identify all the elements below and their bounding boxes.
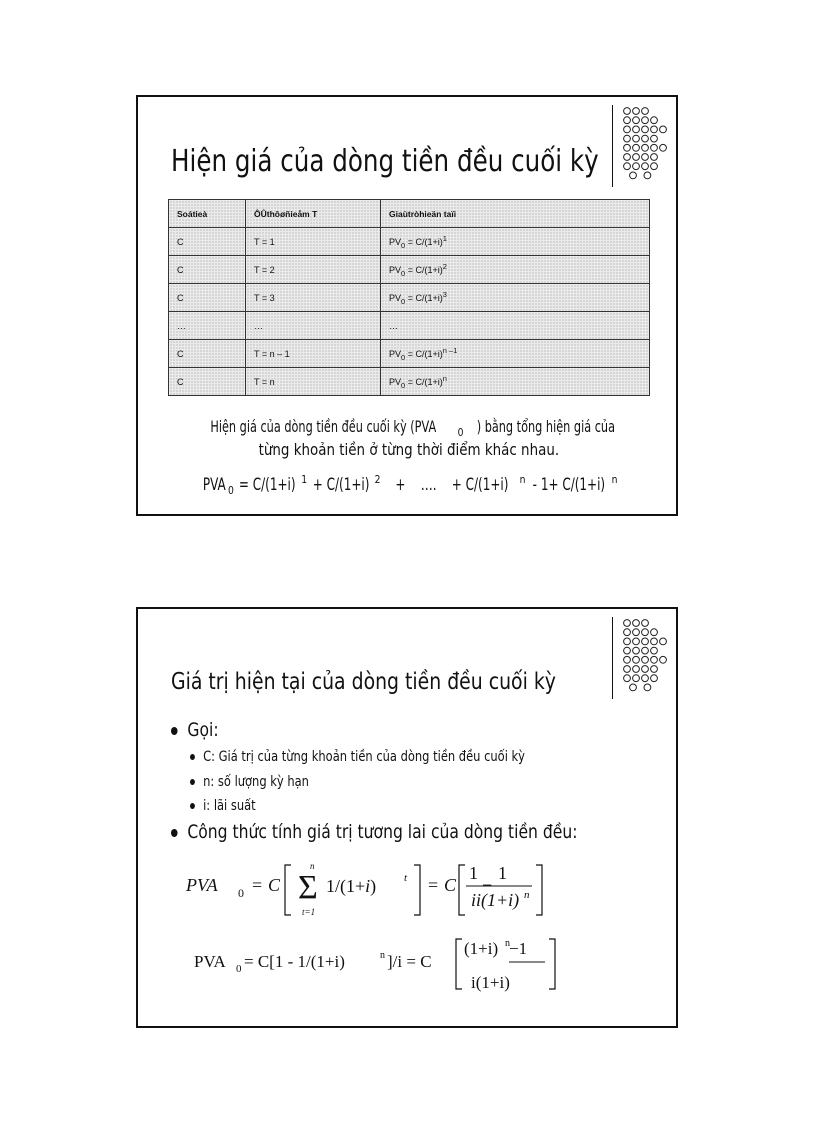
slide-1 [136, 95, 678, 516]
table-header-row [169, 200, 650, 228]
svg-text:= C[1 - 1/(1+i): = C[1 - 1/(1+i) [244, 952, 345, 971]
bullet-icon [171, 829, 178, 837]
svg-text:=: = [252, 875, 263, 895]
dots-decoration-icon [620, 105, 680, 195]
pva-summation-equation [174, 849, 514, 925]
svg-text:1: 1 [498, 863, 507, 883]
svg-text:t=1: t=1 [302, 907, 316, 917]
slide-title: Hiện giá của dòng tiền đều cuối kỳ [171, 144, 599, 179]
pva-closed-form-equation-fraction [509, 931, 569, 993]
table-row [169, 312, 650, 340]
cell-pv: $PV_0 = C/(1+i)^{n -1}$ [381, 340, 650, 368]
sub-bullet-item: i: lãi suất [190, 798, 256, 814]
svg-text:C: C [444, 875, 457, 895]
cell-amount: C [169, 256, 246, 284]
svg-text:−: − [482, 875, 493, 895]
header-cell: Soátieà [169, 200, 246, 228]
svg-text:i: i [471, 890, 477, 910]
table-row [169, 368, 650, 396]
bullet-icon [190, 779, 195, 785]
cell-time: T = n – 1 [246, 340, 381, 368]
pva-summation-equation-fraction [474, 849, 554, 925]
svg-text:n: n [380, 950, 385, 961]
present-value-table [168, 199, 650, 396]
divider-line [612, 105, 613, 187]
cell-time: T = 1 [246, 228, 381, 256]
header-cell: Giaùtròhieän taïi [381, 200, 650, 228]
cell-pv: $PV_0 = C/(1+i)^3$ [381, 284, 650, 312]
bullet-icon [171, 727, 178, 735]
svg-text:(1+i): (1+i) [464, 939, 499, 958]
pva-series-formula: PVA $_0$= C/(1+i) $^1$+ C/(1+i) $^2$ + …. + C/(1+i) $^n$- 1+ C/(1+i) $^n$ [202, 473, 618, 498]
dots-decoration-icon [620, 617, 680, 707]
svg-text:n: n [505, 938, 510, 949]
cell-time: T = 2 [246, 256, 381, 284]
slide-title: Giá trị hiện tại của dòng tiền đều cuối kỳ [171, 669, 556, 695]
cell-amount: C [169, 368, 246, 396]
svg-text:PVA: PVA [186, 875, 218, 895]
svg-text:1: 1 [469, 863, 478, 883]
svg-text:0: 0 [236, 963, 242, 975]
bullet-item: Gọi: [171, 719, 219, 741]
svg-text:]/i = C: ]/i = C [387, 952, 432, 971]
cell-pv: $PV_0 = C/(1+i)^1$ [381, 228, 650, 256]
svg-text:C: C [268, 875, 281, 895]
svg-text:i(1+i): i(1+i) [476, 890, 520, 910]
svg-text:t: t [404, 872, 408, 884]
bullet-icon [190, 803, 195, 809]
description-line-2: từng khoản tiền ở từng thời điểm khác nhau. [258, 440, 560, 459]
table-row [169, 284, 650, 312]
sigma-icon: Σ [298, 869, 318, 906]
sub-bullet-item: C: Giá trị của từng khoản tiền của dòng tiền đều cuối kỳ [190, 749, 525, 765]
table-row [169, 340, 650, 368]
cell-time: T = n [246, 368, 381, 396]
svg-text:0: 0 [238, 886, 244, 900]
sub-bullet-item: n: số lượng kỳ hạn [190, 774, 309, 790]
svg-text:i(1+i): i(1+i) [471, 973, 510, 992]
svg-text:n: n [310, 861, 315, 871]
svg-text:PVA: PVA [194, 952, 226, 971]
cell-pv: … [381, 312, 650, 340]
bullet-item: Công thức tính giá trị tương lai của dòng tiền đều: [171, 821, 577, 843]
svg-text:=: = [428, 875, 439, 895]
table-row [169, 228, 650, 256]
svg-text:1/(1+i): 1/(1+i) [326, 876, 377, 896]
cell-time: … [246, 312, 381, 340]
cell-amount: … [169, 312, 246, 340]
cell-amount: C [169, 340, 246, 368]
svg-text:n: n [524, 889, 530, 901]
description-line-1: Hiện giá của dòng tiền đều cuối kỳ (PVA $_0$ ) bằng tổng hiện giá của [210, 417, 616, 440]
cell-time: T = 3 [246, 284, 381, 312]
header-cell: ÔÛthôøñieåm T [246, 200, 381, 228]
cell-pv: $PV_0 = C/(1+i)^2$ [381, 256, 650, 284]
cell-amount: C [169, 228, 246, 256]
table-row [169, 256, 650, 284]
divider-line [612, 617, 613, 699]
cell-pv: $PV_0 = C/(1+i)^n$ [381, 368, 650, 396]
cell-amount: C [169, 284, 246, 312]
slide-2 [136, 607, 678, 1028]
bullet-icon [190, 754, 195, 760]
pva-closed-form-equation-denominator [463, 961, 515, 995]
svg-text:−1: −1 [509, 939, 528, 958]
